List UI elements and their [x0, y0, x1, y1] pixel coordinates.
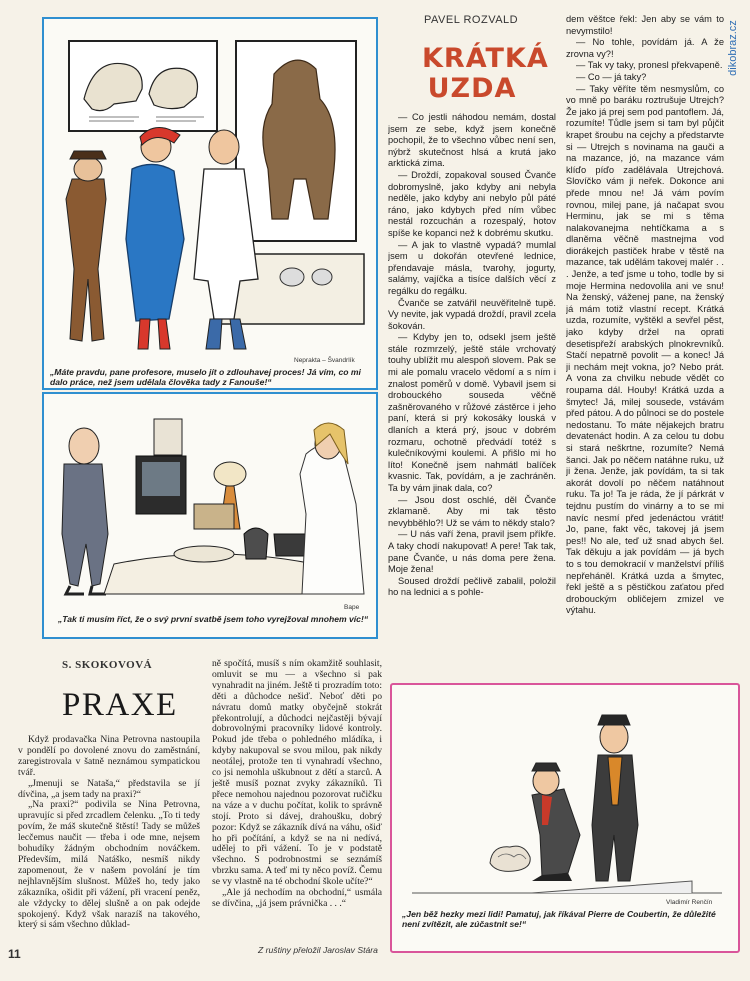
story-column	[212, 659, 382, 943]
story-column	[566, 14, 724, 678]
paragraph: — Jsou dost oschlé, děl Čvanče zklamaně. Aby mi tak těsto nevybběhlo?! Už se vám to někdy stalo?	[388, 494, 556, 528]
paragraph: Když prodavačka Nina Petrovna nastoupila v pondělí po dovolené znovu do zaměstnání, zaregistrovala v šatně neznámou sympatickou tvář.	[18, 735, 200, 778]
cartoon-wedding	[42, 392, 378, 639]
cartoon-caption: „Jen běž hezky mezi lidi! Pamatuj, jak říkával Pierre de Coubertin, že důležité není zvítězit, ale zúčastnit se!“	[402, 909, 716, 930]
paragraph: Soused droždí pečlivě zabalil, položil ho na lednici a s pohle-	[388, 575, 556, 598]
page-number: 11	[8, 947, 21, 961]
story-column	[18, 735, 200, 965]
story-author: S. SKOKOVOVÁ	[62, 659, 153, 671]
story-title: KRÁTKÁ UZDA	[422, 43, 549, 104]
paragraph: Čvanče se zatvářil neuvěřitelně tupě. Vy nevite, jak vypadá droždí, pravil zcela šokován.	[388, 297, 556, 331]
paragraph: — Co — já taky?	[576, 71, 647, 82]
paragraph: dem věštce řekl: Jen aby se vám to nevymstilo!	[566, 14, 724, 36]
museum-illustration	[44, 19, 378, 390]
story-column	[388, 112, 556, 678]
paragraph: „Na praxi?“ podivila se Nina Petrovna, upravujíc si před zrcadlem čelenku. „To ti tedy povím, že máš skutečně štěstí! Tady se můžeš lecčemus naučit — třeba i ode mne, nejsem bohudíky žádným obchodním nováčkem. Především, milá Natáško, nesmíš nikdy zapomenout, že v našem povolání je tím nejhlavnějším slušnost. Můžeš ho, tedy jako zákazníka, ošidit při vážení, při vracení peněz, ale vždycky to dělej slušně a on pak odejde spokojený. Když však narazíš na takového, který si sám všechno důklad-	[18, 799, 200, 931]
paragraph: — A jak to vlastně vypadá? mumlal jsem u dokořán otevřené lednice, přendavaje másla, tvarohy, jogurty, salámy, vajíčka a tisíce dalších věcí z regálku do regálku.	[388, 239, 556, 296]
paragraph: — Taky věříte těm nesmyslům, co vo mně po baráku roztrušuje Utrejch? Že jako já prej sem pod pantoflem. Já, rozumíte! Tůdle jsem si tam byl půjčit krapet šroubu na cejchy a předstarvte si — Utrejch s novinama na gauči a na mazance, jó, na mazance vám klíďo píďo zadělávala Utrejchová. Slovíčko vám ji neřek. Dokonce ani přede mnou ne! Já vám povím rovnou, milej pane, já načapat svou Herminu, jak se mi s těma nalakovanejma nehtíčkama a s dlaněma věčně mastnejma vod diorákejch pastiček hrabe v těstě na mazance, tak udělám takovej malér . . . Jenže, a teď jsme u toho, todle by si moje Hermina nedovolila ani ve snu! Na ženský, váženej pane, na ženský já mám totiž vlastní recept. Krátká uzda, rozumíte, vyštěkl a sevřel pěst, jako kdyby držel na oprati desetispřeží arabských plnokrevníků. Stačí nepatrně povolit — a konec! Já ji nechám mejt vokna, jo? Nebo prát. A vona za chvilku nebude vědět co roupama dál. Houby! Krátká uzda a šmytec! Já, milej sousede, vstávám před pátou. A do půlnoci se do postele nedostanu. To máte nějakejch bratru devatenáct hodin. A za celou tu dobu si stará neškrtne, rozumíte? Nemá šanci. Jak po něčem natáhne ruku, už ji žena. Jenže, jak povídám, ta si tak akorát dovolí po něčem natáhnout ruku. Ta jo! Ta je ráda, že jí párkrát v tejdnu pustím do vinárny a to se mi navíc nesmí před jedenáctou vrátit! Jo, pane, fakt věc, takovej já jsem pes!! No ale, teď už snad abych šel. Tak děkuju a jak povídám — já bych to s tou demokracií v manželství příliš nepřeháněl. Krátká uzda a šmytec, řekl ještě a s pěstičkou zaťatou před drobouckým obličejem zmizel ve výtahu.	[566, 83, 724, 616]
paragraph: — Tak vy taky, pronesl překvapeně.	[576, 60, 723, 71]
cartoon-brain	[390, 683, 740, 953]
paragraph: — Droždí, zopakoval soused Čvanče dobromyslně, jako kdyby ani nebyla neděle, jako kdyby ani nebylo půl páté ráno, jako kdybych před ním vůbec nestál rozcuchán a rozespalý, hotov spíše ke kopanci než k dobrému skutku.	[388, 169, 556, 238]
paragraph: ně spočítá, musíš s ním okamžitě souhlasit, omluvit se mu — a všechno si pak vynahradit na jiném. Ještě ti prozradím toto: děti a důchodce nešiď. Neboť děti po návratu domů matky obyčejně stokrát překontrolují, a důchodci nejčastěji bývají dobrovolnými pracovníky lidové kontroly. Pokud jde třeba o pohledného mládíka, i kdyby nakupoval se svou milou, pak nikdy neotálej, protože ten ti vynahradí všechno, co jsi nemohla uškubnout z dětí a starců. A ještě musíš poznat zvyky zákazníků. Ti přece nemohou najednou pozorovat ručičku na váze a v duchu počítat, kolik to správně stojí. Proto si dávej, drahoušku, dobrý pozor: Když se zákazník dívá na váhu, ošiď ho při počítání, a když se na ni nedívá, udělej to při vážení. To je v podstatě všechno. S podrobnostmi se seznámíš vbrzku sama. A teď mi ty něco povíž. Čemu se vy vlastně na té obchodní škole učíte?“	[212, 659, 382, 888]
cartoon-caption: „Tak ti musím říct, že o svý první svatbě jsem toho vyrejžoval mnohem víc!“	[58, 614, 369, 624]
wedding-illustration	[44, 394, 378, 639]
site-watermark: dikobraz.cz	[727, 20, 739, 76]
story-author: PAVEL ROZVALD	[424, 14, 519, 26]
cartoon-credit: Neprakta – Švandrlík	[294, 357, 355, 364]
paragraph: „Ale já nechodím na obchodní,“ usmála se dívčina, „já jsem právnička . . .“	[212, 887, 382, 909]
paragraph: „Jmenuji se Nataša,“ představila se jí dívčina, „a jsem tady na praxi?“	[18, 777, 200, 800]
cartoon-credit: Vladimír Renčín	[666, 899, 713, 906]
cartoon-museum	[42, 17, 378, 390]
cartoon-credit: Bape	[344, 604, 360, 611]
story-title: PRAXE	[62, 687, 178, 723]
paragraph: — Co jestli náhodou nemám, dostal jsem ze sebe, když jsem konečně pochopil, že to všechno vůbec není sen, nýbrž skutečnost hlsá a krutá jako arktická zima.	[388, 112, 556, 169]
translator-credit: Z ruštiny přeložil Jaroslav Stára	[258, 945, 378, 955]
paragraph: — Kdyby jen to, odsekl jsem ještě stále rozmrzelý, ještě stále vrchovatý touhy ublížit mu alespoň slovem. Pak se mi ale pomalu vracelo vědomí a s ním i znalost poměrů v domě. Vybavil jsem si drobouckého souseda věčně zašněrovaného v růžové zástěrce i jeho paní, která si prý kokosáky louská v dlaních a která prý, jsouc v dobrém rozmaru, ochotně předvádí totéž s kulečníkovými koulemi. A přišlo mi ho líto! Konečně jsem nahmátl balíček kvasnic. Tak, povídám, a je zachráněn. Ta by vám jinak dala, co?	[388, 332, 556, 493]
paragraph: — U nás vaří žena, pravil jsem příkře. A taky chodí nakupovat! A pere! Tak tak, pane Čvanče, u nás doma pere žena. Moje žena!	[388, 529, 556, 575]
cartoon-caption: „Máte pravdu, pane profesore, muselo jít o zdlouhavej proces! Já vím, co mi dalo práce, než jsem udělala člověka tady z Fanouše!“	[50, 367, 361, 388]
paragraph: — No tohle, povídám já. A že zrovna vy?!	[566, 37, 724, 59]
